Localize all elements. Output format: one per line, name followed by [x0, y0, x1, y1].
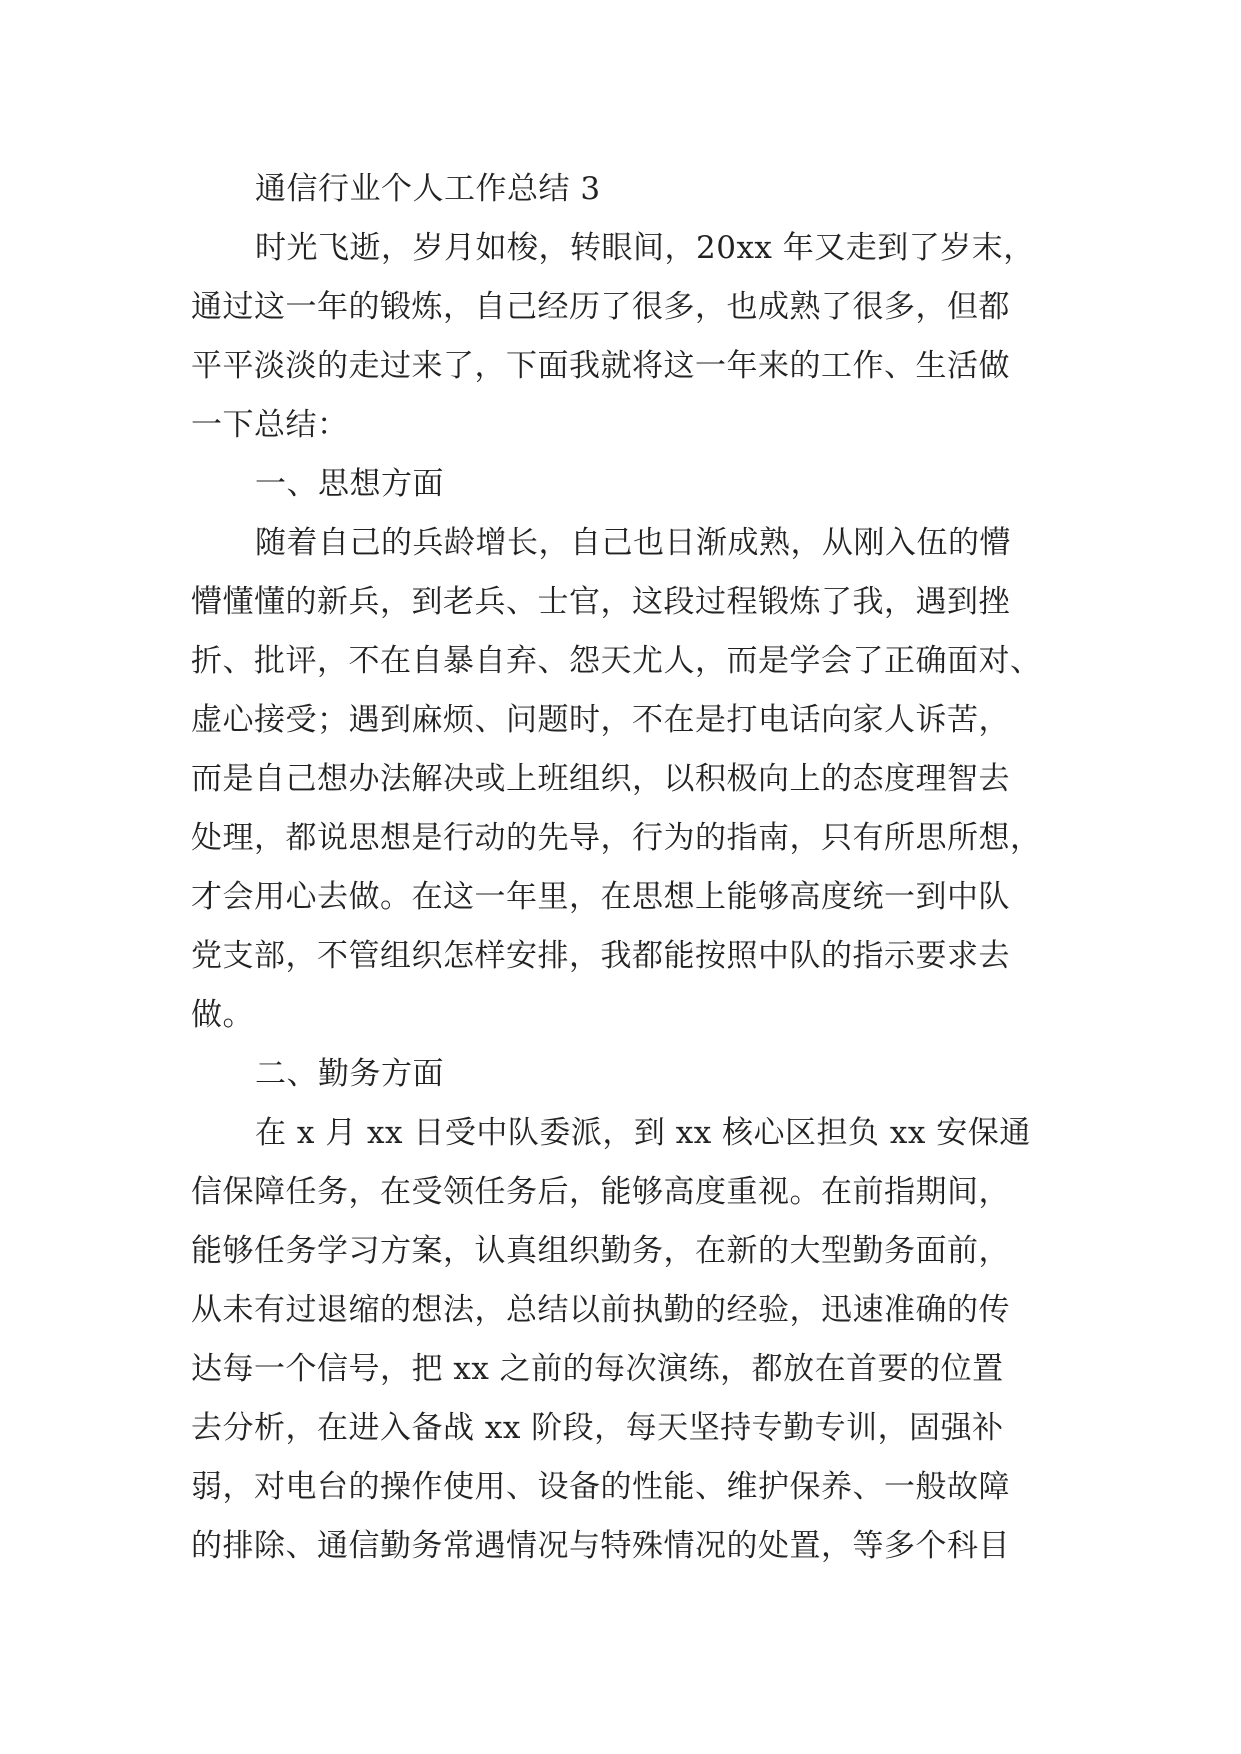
text-line: 在 x 月 xx 日受中队委派，到 xx 核心区担负 xx 安保通 [255, 1115, 1031, 1151]
text-line: 时光飞逝，岁月如梭，转眼间，20xx 年又走到了岁末， [255, 230, 1035, 266]
text-line: 做。 [191, 997, 254, 1033]
text-line: 一下总结： [191, 407, 349, 443]
text-line: 通过这一年的锻炼，自己经历了很多，也成熟了很多，但都 [191, 289, 1010, 325]
text-line: 信保障任务，在受领任务后，能够高度重视。在前指期间， [191, 1174, 1010, 1210]
text-line: 而是自己想办法解决或上班组织，以积极向上的态度理智去 [191, 761, 1010, 797]
text-line: 懵懂懂的新兵，到老兵、士官，这段过程锻炼了我，遇到挫 [191, 584, 1010, 620]
text-line: 的排除、通信勤务常遇情况与特殊情况的处置，等多个科目 [191, 1528, 1010, 1564]
text-line: 一、思想方面 [255, 466, 444, 502]
text-line: 二、勤务方面 [255, 1056, 444, 1092]
document-body [191, 160, 1051, 1576]
text-line: 平平淡淡的走过来了，下面我就将这一年来的工作、生活做 [191, 348, 1010, 384]
text-line: 达每一个信号，把 xx 之前的每次演练，都放在首要的位置 [191, 1351, 1004, 1387]
text-line: 随着自己的兵龄增长，自己也日渐成熟，从刚入伍的懵 [255, 525, 1011, 561]
text-line: 能够任务学习方案，认真组织勤务，在新的大型勤务面前， [191, 1233, 1010, 1269]
text-line: 弱，对电台的操作使用、设备的性能、维护保养、一般故障 [191, 1469, 1010, 1505]
text-line: 去分析，在进入备战 xx 阶段，每天坚持专勤专训，固强补 [191, 1410, 1004, 1446]
text-line: 处理，都说思想是行动的先导，行为的指南，只有所思所想， [191, 820, 1042, 856]
text-line: 虚心接受；遇到麻烦、问题时，不在是打电话向家人诉苦， [191, 702, 1010, 738]
text-line: 党支部，不管组织怎样安排，我都能按照中队的指示要求去 [191, 938, 1010, 974]
text-line: 折、批评，不在自暴自弃、怨天尤人，而是学会了正确面对、 [191, 643, 1042, 679]
text-line: 从未有过退缩的想法，总结以前执勤的经验，迅速准确的传 [191, 1292, 1010, 1328]
document-title: 通信行业个人工作总结 3 [255, 171, 601, 207]
text-line: 才会用心去做。在这一年里，在思想上能够高度统一到中队 [191, 879, 1010, 915]
